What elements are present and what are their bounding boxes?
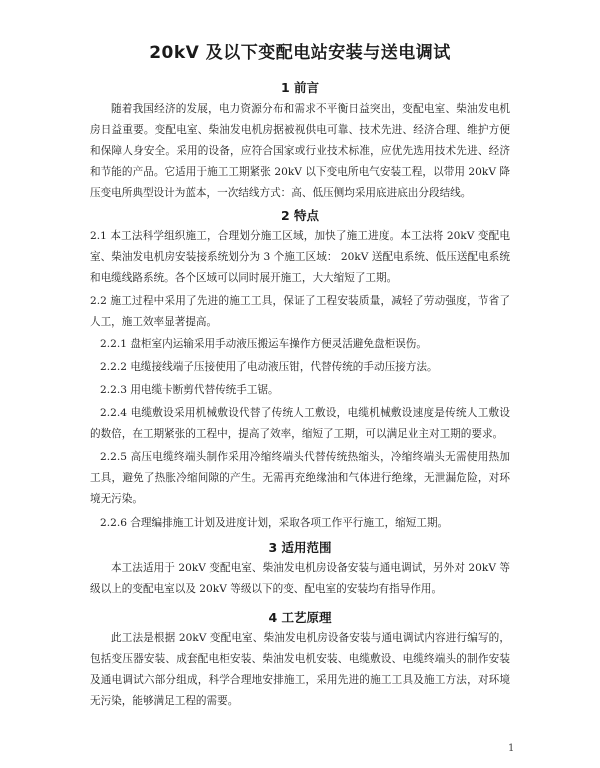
section-heading-principle: 4 工艺原理	[268, 610, 332, 625]
section-heading-preface: 1 前言	[280, 80, 320, 95]
paragraph-2-2-6: 2.2.6 合理编排施工计划及进度计划，采取各项工作平行施工，缩短工期。	[100, 517, 449, 529]
paragraph-principle: 此工法是根据 20kV 变配电室、柴油发电机房设备安装与通电调试内容进行编写的，包括变压器安装、成套配电柜安装、柴油发电机安装、电缆敷设、电缆终端头的制作安装及通电调试六部分组成，科学合理地安排施工，采用先进的施工工具及施工方法，对环境无污染，能够满足工程的需要。	[90, 632, 510, 707]
paragraph-2-2-1: 2.2.1 盘柜室内运输采用手动液压搬运车操作方便灵活避免盘柜误伤。	[100, 338, 427, 350]
paragraph-2-2: 2.2 施工过程中采用了先进的施工工具，保证了工程安装质量，减轻了劳动强度，节省了人工，施工效率显著提高。	[90, 295, 510, 328]
paragraph-2-2-5: 2.2.5 高压电缆终端头制作采用冷缩终端头代替传统热缩头，冷缩终端头无需使用热加工具，避免了热胀冷缩间隙的产生。无需再充绝缘油和气体进行绝缘，无泄漏危险，对环境无污染。	[90, 451, 510, 505]
paragraph-2-1: 2.1 本工法科学组织施工，合理划分施工区域，加快了施工进度。本工法将 20kV 变配电室、柴油发电机房安装接系统划分为 3 个施工区域： 20kV 送配电系统、低压送配电系统和电缆线路系统。各个区域可以同时展开施工，大大缩短了工期。	[90, 230, 510, 284]
paragraph-preface: 随着我国经济的发展，电力资源分布和需求不平衡日益突出，变配电室、柴油发电机房日益重要。变配电室、柴油发电机房据被视供电可靠、技术先进、经济合理、维护方便和保障人身安全。采用的设备，应符合国家或行业技术标准，应优先选用技术先进、经济和节能的产品。它适用于施工工期紧张 20kV 以下变电所电气安装工程，以带用 20kV 降压变电所典型设计为蓝本，一次结线方式：高、低压侧均采用底进底出分段结线。	[90, 103, 510, 199]
paragraph-2-2-2: 2.2.2 电缆接线端子压接使用了电动液压钳，代替传统的手动压接方法。	[100, 361, 438, 373]
paragraph-scope: 本工法适用于 20kV 变配电室、柴油发电机房设备安装与通电调试，另外对 20kV 等级以上的变配电室以及 20kV 等级以下的变、配电室的安装均有指导作用。	[90, 562, 510, 595]
paragraph-2-2-4: 2.2.4 电缆敷设采用机械敷设代替了传统人工敷设，电缆机械敷设速度是传统人工敷设的数倍，在工期紧张的工程中，提高了效率，缩短了工期，可以满足业主对工期的要求。	[90, 407, 510, 440]
section-heading-scope: 3 适用范围	[268, 540, 332, 555]
section-heading-features: 2 特点	[280, 208, 320, 223]
document-title: 20kV 及以下变配电站安装与送电调试	[149, 43, 451, 63]
paragraph-2-2-3: 2.2.3 用电缆卡断剪代替传统手工锯。	[100, 384, 279, 396]
page-number: 1	[508, 743, 515, 754]
